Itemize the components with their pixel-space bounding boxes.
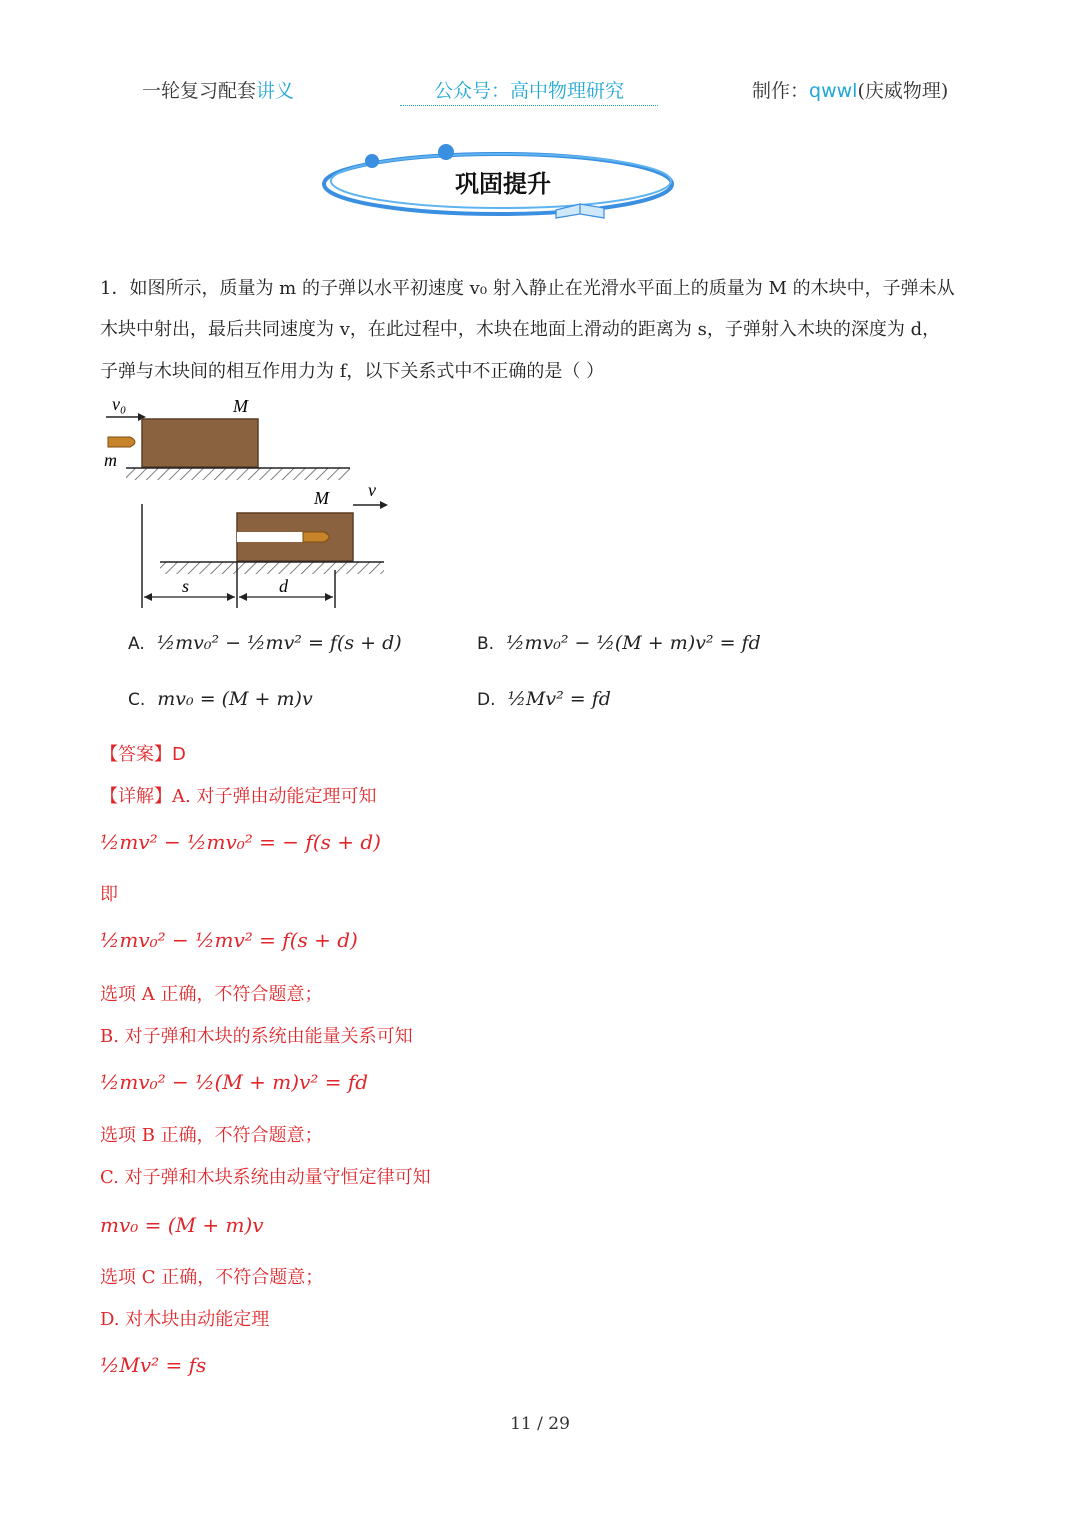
badge-dot-top bbox=[438, 144, 454, 160]
bullet-bottom bbox=[303, 532, 329, 542]
page-number: 11 / 29 bbox=[510, 1414, 570, 1434]
bullet-channel bbox=[237, 532, 309, 542]
equation-1: ½mv² − ½mv₀² = − f(s + d) bbox=[100, 830, 381, 854]
dim-s-left-head bbox=[144, 593, 152, 601]
detail-line bbox=[100, 782, 376, 808]
detail-c-text: C. 对子弹和木块系统由动量守恒定律可知 bbox=[100, 1167, 431, 1188]
option-d-label: D. bbox=[477, 690, 496, 710]
answer-line bbox=[100, 740, 186, 766]
option-d bbox=[477, 688, 611, 710]
section-title: 巩固提升 bbox=[455, 170, 551, 198]
option-b-label: B. bbox=[477, 634, 495, 654]
note-option-c: 选项 C 正确，不符合题意； bbox=[100, 1267, 324, 1288]
option-a bbox=[128, 632, 402, 654]
header-right-prefix: 制作： bbox=[752, 80, 810, 102]
header-brand: qwwl bbox=[809, 80, 858, 102]
option-c-formula: mv₀ = (M + m)v bbox=[157, 688, 313, 710]
option-a-label: A. bbox=[128, 634, 145, 654]
dim-d-right-head bbox=[325, 593, 333, 601]
option-b bbox=[477, 632, 761, 654]
option-b-formula: ½mv₀² − ½(M + m)v² = fd bbox=[506, 632, 761, 654]
label-m: m bbox=[104, 450, 117, 470]
option-c-label: C. bbox=[128, 690, 146, 710]
equation-2: ½mv₀² − ½mv² = f(s + d) bbox=[100, 928, 358, 952]
header-right bbox=[752, 76, 948, 103]
equation-5: ½Mv² = fs bbox=[100, 1353, 207, 1377]
detail-b-text: B. 对子弹和木块的系统由能量关系可知 bbox=[100, 1026, 413, 1047]
answer-tag: 【答案】 bbox=[100, 744, 172, 765]
detail-d-text: D. 对木块由动能定理 bbox=[100, 1309, 270, 1330]
label-d: d bbox=[279, 576, 288, 596]
arrow-v-head bbox=[380, 501, 388, 509]
question-line-2: 木块中射出，最后共同速度为 v，在此过程中，木块在地面上滑动的距离为 s，子弹射入木块的深度为 d， bbox=[100, 319, 941, 340]
equation-4: mv₀ = (M + m)v bbox=[100, 1213, 264, 1237]
equation-3: ½mv₀² − ½(M + m)v² = fd bbox=[100, 1070, 369, 1094]
note-option-b: 选项 B 正确，不符合题意； bbox=[100, 1125, 323, 1146]
option-d-formula: ½Mv² = fd bbox=[507, 688, 611, 710]
header-left-suffix: 讲义 bbox=[256, 80, 295, 102]
detail-a-text: A. 对子弹由动能定理可知 bbox=[172, 786, 377, 807]
answer-value: D bbox=[172, 744, 186, 765]
label-s: s bbox=[182, 576, 190, 596]
dim-s-right-head bbox=[227, 593, 235, 601]
header-wechat-account: 公众号：高中物理研究 bbox=[400, 76, 658, 106]
question-line-3: 子弹与木块间的相互作用力为 f，以下关系式中不正确的是（ ） bbox=[100, 361, 605, 382]
ji-text: 即 bbox=[100, 884, 118, 905]
option-a-formula: ½mv₀² − ½mv² = f(s + d) bbox=[156, 632, 402, 654]
question-line-1: 1．如图所示，质量为 m 的子弹以水平初速度 v₀ 射入静止在光滑水平面上的质量为 M 的木块中，子弹未从 bbox=[100, 278, 955, 299]
block-top bbox=[142, 419, 258, 467]
ground-top-hatch bbox=[126, 468, 350, 480]
label-v0: v₀ bbox=[112, 394, 127, 414]
header-right-suffix: (庆威物理) bbox=[857, 80, 949, 102]
ground-bottom-hatch bbox=[160, 562, 384, 574]
header-left-prefix: 一轮复习配套 bbox=[142, 80, 257, 102]
dim-d-left-head bbox=[239, 593, 247, 601]
header-left bbox=[142, 76, 294, 103]
option-c bbox=[128, 688, 313, 710]
label-M-bottom: M bbox=[314, 488, 329, 508]
bullet-block-figure bbox=[98, 392, 398, 614]
label-M-top: M bbox=[233, 396, 248, 416]
bullet-top bbox=[108, 437, 135, 447]
detail-tag: 【详解】 bbox=[100, 786, 172, 807]
note-option-a: 选项 A 正确，不符合题意； bbox=[100, 984, 323, 1005]
label-v: v bbox=[368, 480, 376, 500]
